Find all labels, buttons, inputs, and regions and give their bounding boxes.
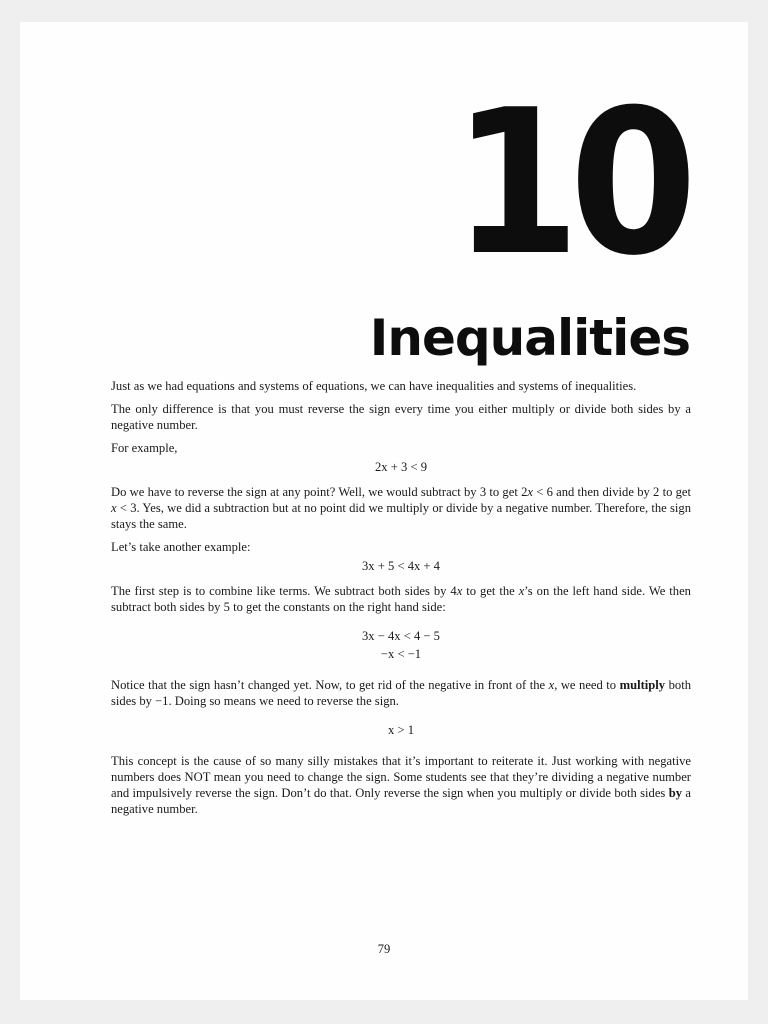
paragraph-warning: This concept is the cause of so many silly mistakes that it’s important to reiterate it. Just working with negative numbers does NOT mean you need to change the sign. Some students see that they’re dividing a negative number and impulsively reverse the sign. Don’t do that. Only reverse the sign when you multiply or divide both sides by a negative number. xyxy=(111,754,691,816)
paragraph-explanation-2: The first step is to combine like terms. We subtract both sides by 4x to get the x’s on the left hand side. We then subtract both sides by 5 to get the constants on the right hand side: xyxy=(111,584,691,614)
book-page xyxy=(20,22,748,1000)
chapter-title: Inequalities xyxy=(369,309,690,367)
equation-2-text: 3x + 5 < 4x + 4 xyxy=(362,559,440,573)
equation-4-text: −x < −1 xyxy=(380,647,422,661)
paragraph-intro: Just as we had equations and systems of equations, we can have inequalities and systems of inequalities. xyxy=(111,379,637,393)
equation-1-text: 2x + 3 < 9 xyxy=(375,460,427,474)
equation-group xyxy=(111,627,691,663)
paragraph-explanation-1: Do we have to reverse the sign at any point? Well, we would subtract by 3 to get 2x < 6 and then divide by 2 to get x < 3. Yes, we did a subtraction but at no point did we multiply or divide by a negative number. Therefore, the sign stays the same. xyxy=(111,485,692,531)
equation-5 xyxy=(111,721,691,739)
chapter-number: 10 xyxy=(452,67,686,300)
paragraph-rule: The only difference is that you must reverse the sign every time you either multiply or divide both sides by a negative number. xyxy=(111,402,691,432)
paragraph-example-lead: For example, xyxy=(111,441,178,455)
paragraph-explanation-3: Notice that the sign hasn’t changed yet. Now, to get rid of the negative in front of the x, we need to multiply both sides by −1. Doing so means we need to reverse the sign. xyxy=(111,678,692,708)
equation-2 xyxy=(111,557,691,575)
equation-1 xyxy=(111,458,691,476)
chapter-body xyxy=(111,378,691,824)
equation-3-text: 3x − 4x < 4 − 5 xyxy=(362,629,440,643)
equation-5-text: x > 1 xyxy=(388,723,414,737)
paragraph-example-2-lead: Let’s take another example: xyxy=(111,540,251,554)
page-number: 79 xyxy=(377,942,391,956)
